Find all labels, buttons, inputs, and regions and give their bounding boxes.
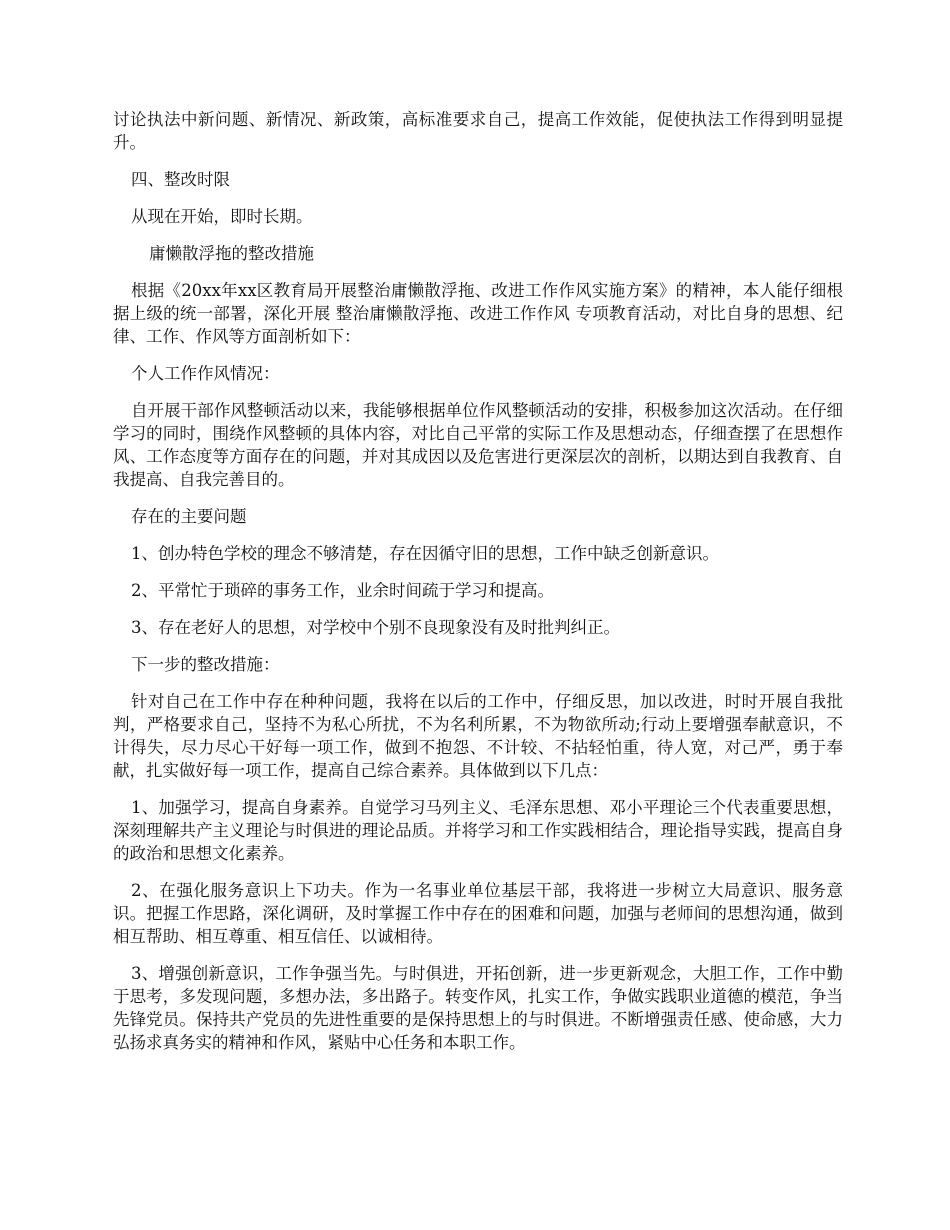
- paragraph-next-steps: 针对自己在工作中存在种种问题，我将在以后的工作中，仔细反思，加以改进，时时开展自我批判，严格要求自己，坚持不为私心所扰，不为名利所累，不为物欲所动;行动上要增强奉献意识，不计得失，尽力尽心干好每一项工作，做到不抱怨、不计较、不拈轻怕重，待人宽，对己严，勇于奉献，扎实做好每一项工作，提高自己综合素养。具体做到以下几点：: [113, 692, 843, 780]
- section-heading-deadline: 四、整改时限: [131, 170, 230, 189]
- document-page: [113, 108, 843, 1068]
- problem-item-2: 2、平常忙于琐碎的事务工作，业余时间疏于学习和提高。: [131, 581, 554, 600]
- paragraph-work-style: 自开展干部作风整顿活动以来，我能够根据单位作风整顿活动的安排，积极参加这次活动。在仔细学习的同时，围绕作风整顿的具体内容，对比自己平常的实际工作及思想动态，仔细查摆了在思想作风、工作态度等方面存在的问题，并对其成因以及危害进行更深层次的剖析，以期达到自我教育、自我提高、自我完善目的。: [113, 401, 843, 489]
- measure-item-3: 3、增强创新意识，工作争强当先。与时俱进，开拓创新，进一步更新观念，大胆工作，工作中勤于思考，多发现问题，多想办法，多出路子。转变作风，扎实工作，争做实践职业道德的模范，争当先锋党员。保持共产党员的先进性重要的是保持思想上的与时俱进。不断增强责任感、使命感，大力弘扬求真务实的精神和作风，紧贴中心任务和本职工作。: [113, 964, 843, 1052]
- measure-item-2: 2、在强化服务意识上下功夫。作为一名事业单位基层干部，我将进一步树立大局意识、服务意识。把握工作思路，深化调研，及时掌握工作中存在的困难和问题，加强与老师间的思想沟通，做到相互帮助、相互尊重、相互信任、以诚相待。: [113, 881, 843, 946]
- measure-item-1: 1、加强学习，提高自身素养。自觉学习马列主义、毛泽东思想、邓小平理论三个代表重要思想，深刻理解共产主义理论与时俱进的理论品质。并将学习和工作实践相结合，理论指导实践，提高自身的政治和思想文化素养。: [113, 798, 843, 863]
- paragraph-continuation: 讨论执法中新问题、新情况、新政策，高标准要求自己，提高工作效能，促使执法工作得到明显提升。: [113, 110, 843, 152]
- paragraph-deadline: 从现在开始，即时长期。: [131, 207, 313, 226]
- heading-next-steps: 下一步的整改措施：: [131, 655, 280, 674]
- heading-main-problems: 存在的主要问题: [131, 507, 247, 526]
- problem-item-1: 1、创办特色学校的理念不够清楚，存在因循守旧的思想，工作中缺乏创新意识。: [131, 544, 719, 563]
- paragraph-intro: 根据《20xx年xx区教育局开展整治庸懒散浮拖、改进工作作风实施方案》的精神，本人能仔细根据上级的统一部署，深化开展 整治庸懒散浮拖、改进工作作风 专项教育活动，对比自身的思想、纪律、工作、作风等方面剖析如下：: [113, 281, 843, 346]
- heading-work-style: 个人工作作风情况：: [131, 364, 280, 383]
- section-title: 庸懒散浮拖的整改措施: [149, 244, 314, 263]
- problem-item-3: 3、存在老好人的思想，对学校中个别不良现象没有及时批判纠正。: [131, 618, 620, 637]
